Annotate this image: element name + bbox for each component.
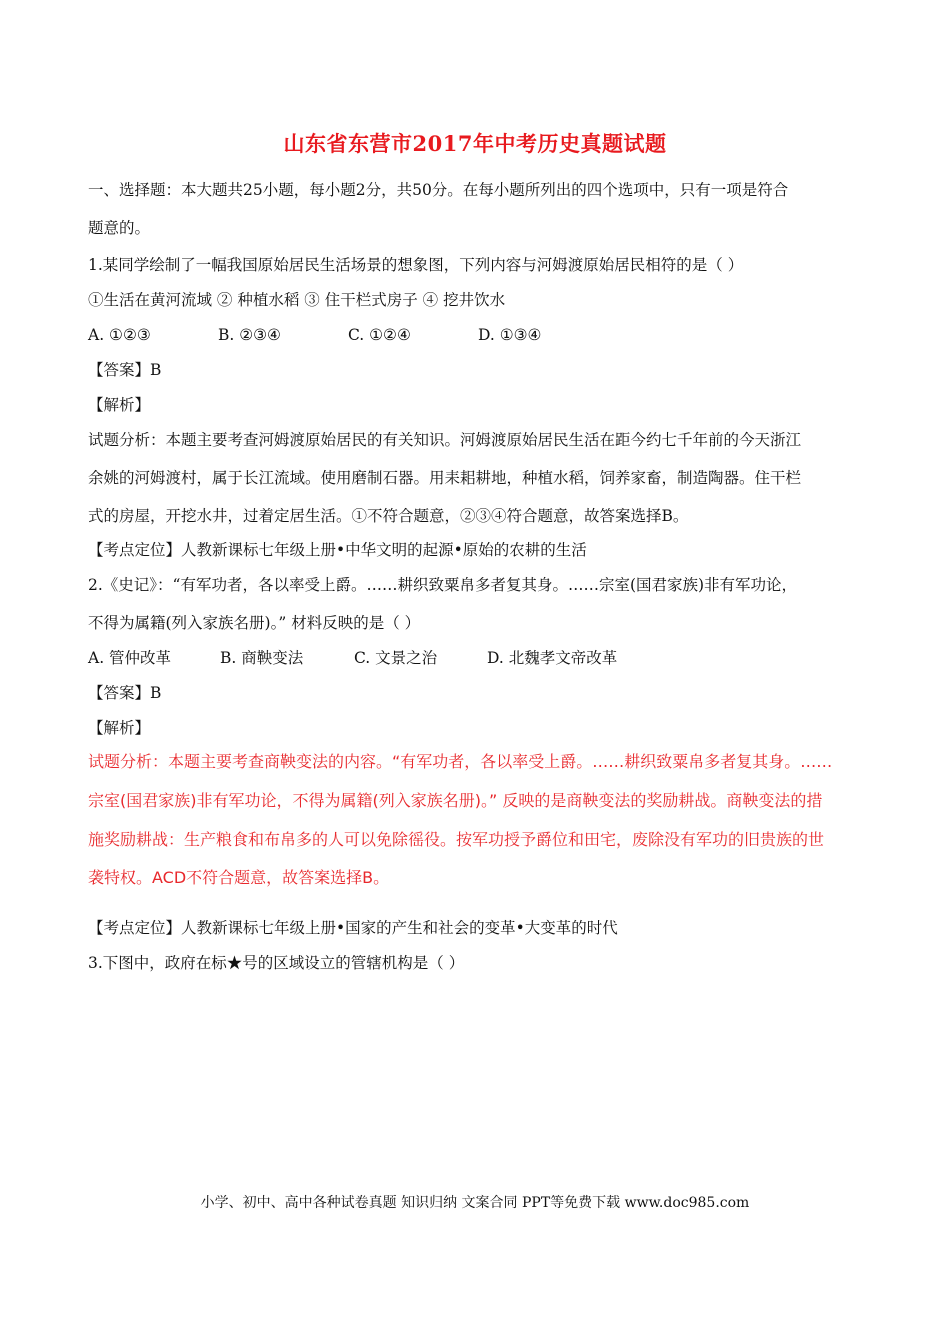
q2-stem-line1: 2.《史记》：“有军功者，各以率受上爵。……耕织致粟帛多者复其身。……宗室(国君家族)非有军功论， [88, 576, 798, 594]
q2-kaodian: 【考点定位】人教新课标七年级上册•国家的产生和社会的变革•大变革的时代 [88, 919, 618, 937]
page-footer: 小学、初中、高中各种试卷真题 知识归纳 文案合同 PPT等免费下载 www.doc985.com [200, 1195, 750, 1211]
page-title: 山东省东营市2017年中考历史真题试题 [283, 131, 667, 156]
q2-option-b: B. 商鞅变法 [220, 649, 304, 667]
q1-items: ①生活在黄河流域 ② 种植水稻 ③ 住干栏式房子 ④ 挖井饮水 [88, 291, 506, 309]
q2-analysis-line: 施奖励耕战：生产粮食和布帛多的人可以免除徭役。按军功授予爵位和田宅，废除没有军功的旧贵族的世 [88, 830, 825, 849]
q1-options [88, 325, 541, 345]
q2-answer: 【答案】B [88, 684, 162, 702]
q2-option-a: A. 管仲改革 [88, 649, 172, 667]
section-instructions-line1: 一、选择题：本大题共25小题，每小题2分，共50分。在每小题所列出的四个选项中，只有一项是符合 [88, 181, 789, 199]
q2-option-c: C. 文景之治 [354, 649, 438, 667]
q1-analysis-line: 试题分析：本题主要考查河姆渡原始居民的有关知识。河姆渡原始居民生活在距今约七千年前的今天浙江 [88, 431, 802, 449]
q2-analysis-line: 试题分析：本题主要考查商鞅变法的内容。“有军功者，各以率受上爵。……耕织致粟帛多者复其身。…… [88, 752, 833, 771]
q1-analysis-line: 余姚的河姆渡村，属于长江流域。使用磨制石器。用耒耜耕地，种植水稻，饲养家畜，制造陶器。住干栏 [88, 469, 802, 487]
q1-option-d: D. ①③④ [478, 326, 542, 344]
q1-option-a: A. ①②③ [88, 326, 151, 344]
section-instructions-line2: 题意的。 [88, 219, 151, 237]
q2-analysis-label: 【解析】 [88, 719, 151, 737]
q2-option-d: D. 北魏孝文帝改革 [487, 649, 618, 667]
q3-stem: 3.下图中，政府在标★号的区域设立的管辖机构是（ ） [88, 954, 465, 972]
q1-analysis-line: 式的房屋，开挖水井，过着定居生活。①不符合题意，②③④符合题意，故答案选择B。 [88, 507, 689, 525]
q2-analysis-line: 袭特权。ACD不符合题意，故答案选择B。 [88, 868, 390, 887]
q1-kaodian: 【考点定位】人教新课标七年级上册•中华文明的起源•原始的农耕的生活 [88, 541, 587, 559]
q1-option-c: C. ①②④ [348, 326, 411, 344]
q1-stem: 1.某同学绘制了一幅我国原始居民生活场景的想象图，下列内容与河姆渡原始居民相符的是（ ） [88, 256, 744, 274]
q2-options [88, 648, 617, 668]
q1-answer: 【答案】B [88, 361, 162, 379]
q2-stem-line2: 不得为属籍(列入家族名册)。” 材料反映的是（ ） [88, 614, 421, 632]
q1-option-b: B. ②③④ [218, 326, 281, 344]
q1-analysis-label: 【解析】 [88, 396, 151, 414]
q2-analysis-line: 宗室(国君家族)非有军功论，不得为属籍(列入家族名册)。” 反映的是商鞅变法的奖励耕战。商鞅变法的措 [88, 791, 823, 810]
